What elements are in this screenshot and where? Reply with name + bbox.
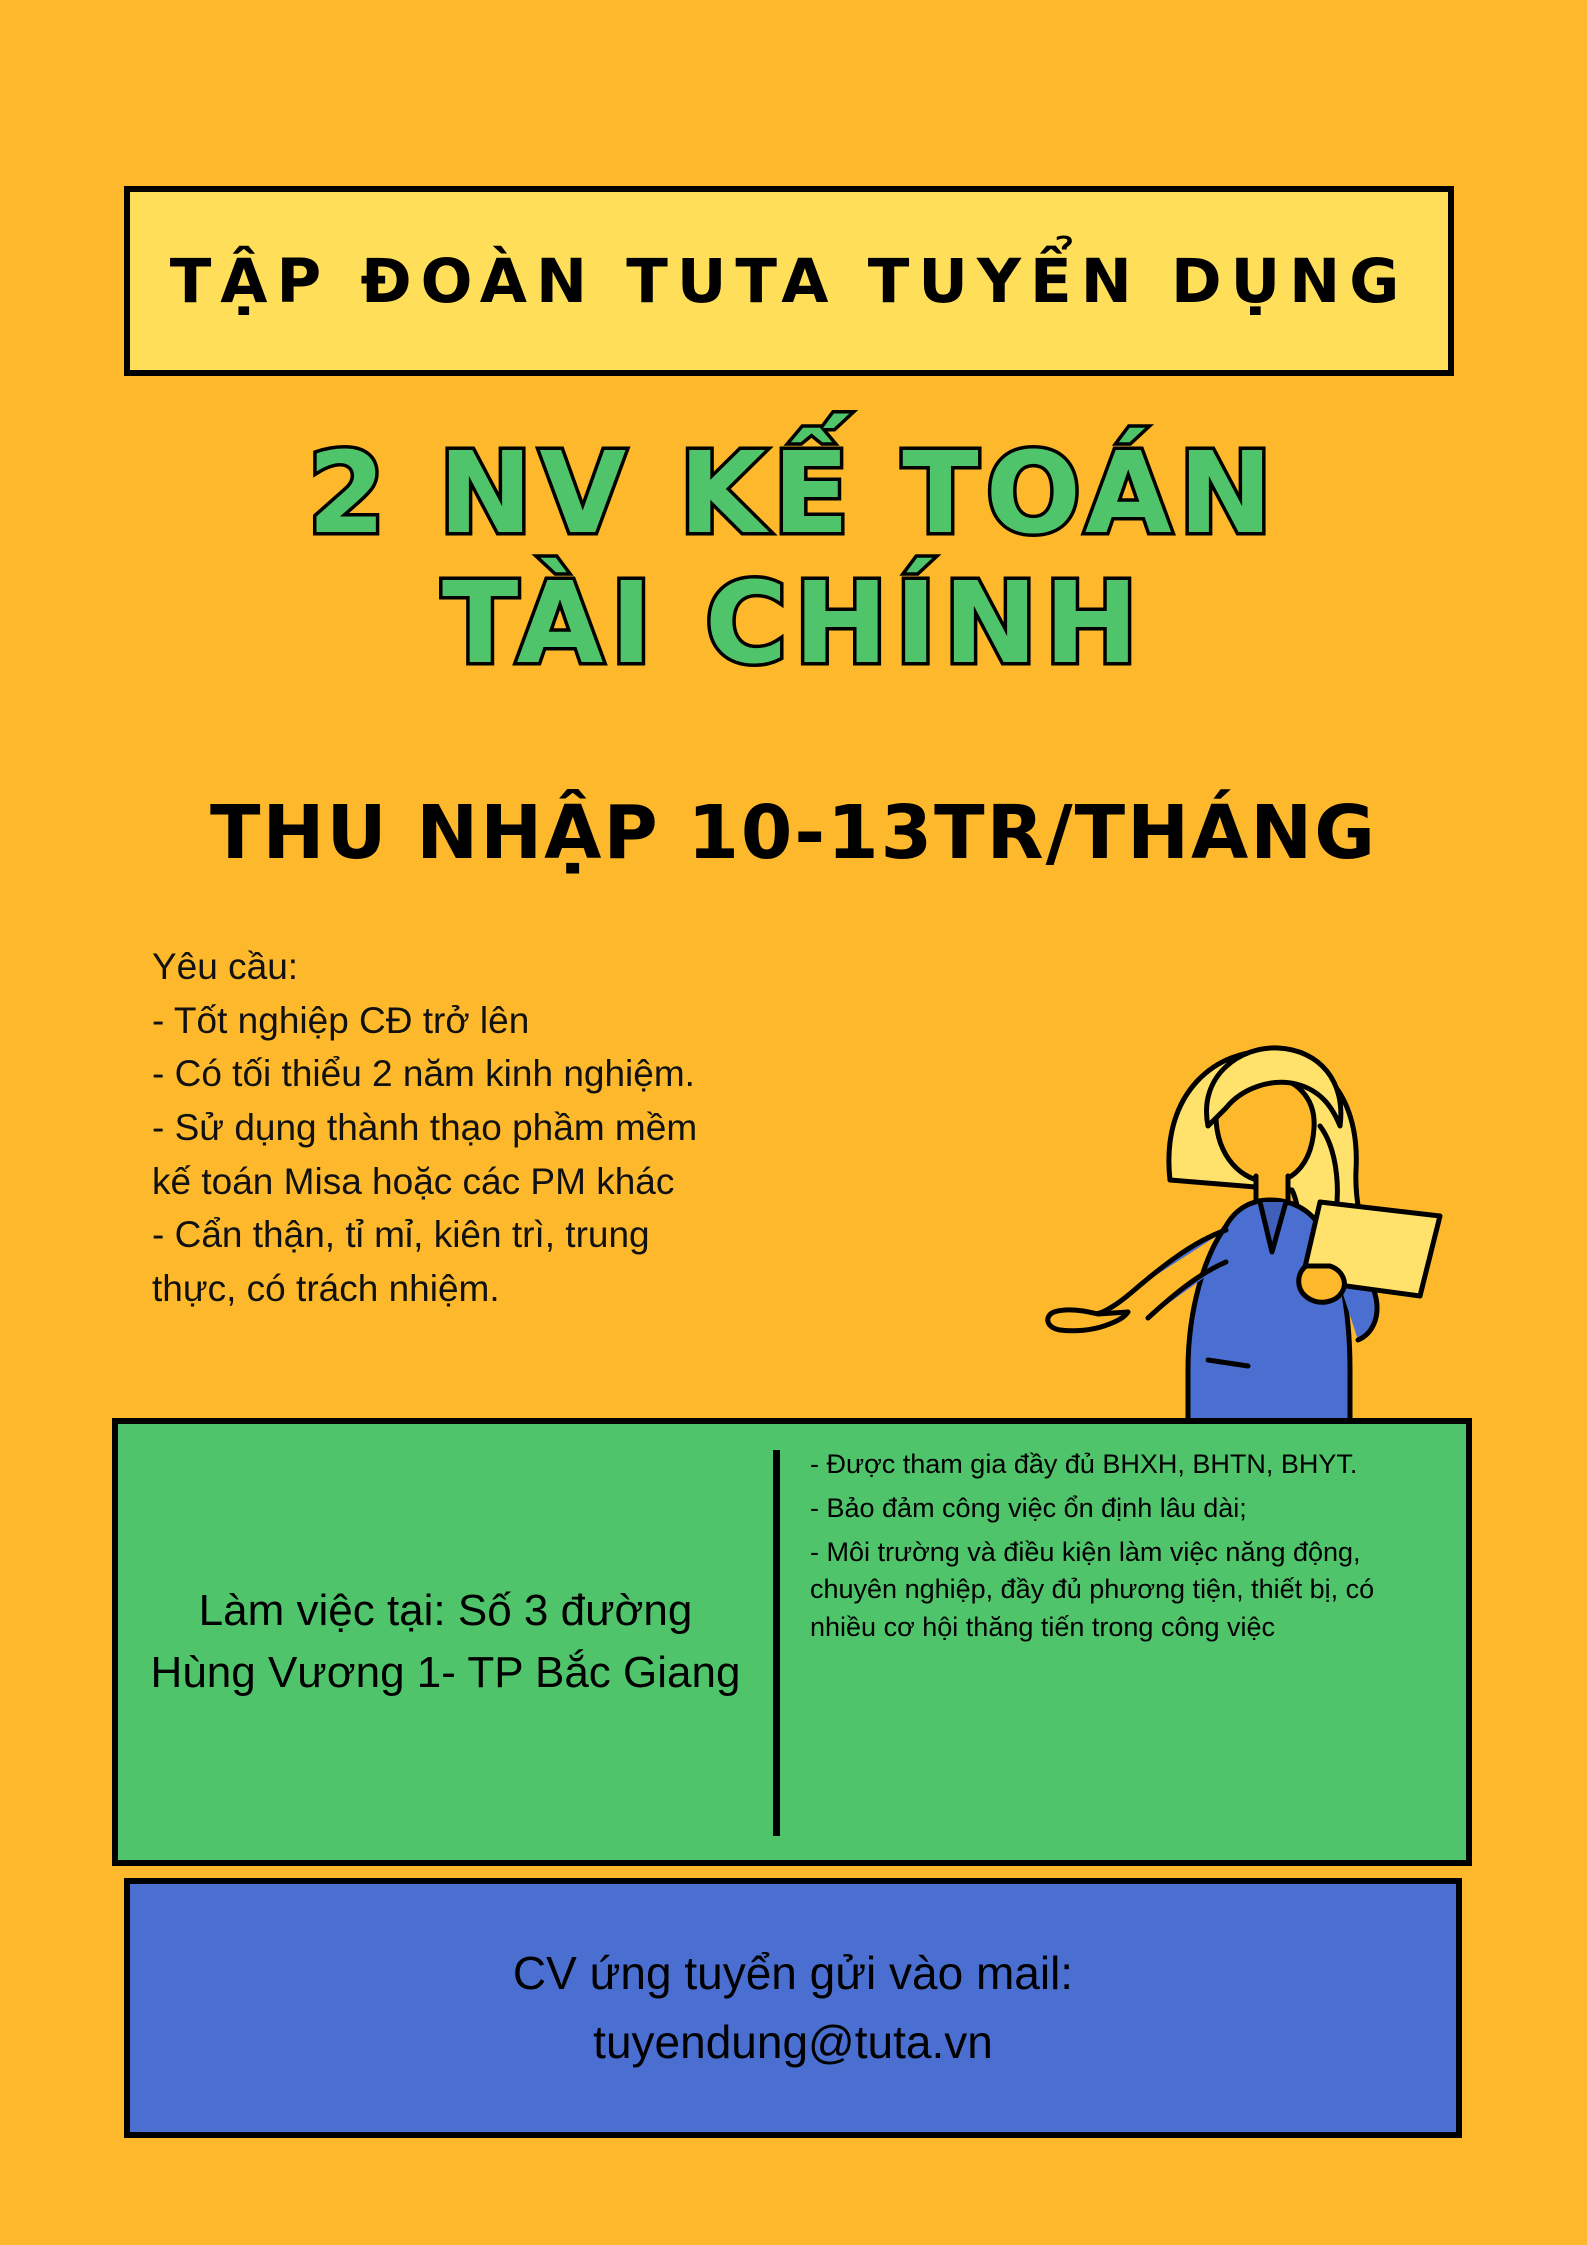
- contact-box: [124, 1878, 1462, 2138]
- requirements-heading: Yêu cầu:: [152, 946, 299, 987]
- benefits-block: [780, 1424, 1466, 1860]
- company-title: TẬP ĐOÀN TUTA TUYỂN DỤNG: [169, 245, 1409, 317]
- requirement-item: - Cẩn thận, tỉ mỉ, kiên trì, trung: [152, 1214, 650, 1256]
- header-banner: [124, 186, 1454, 376]
- requirement-item: - Có tối thiểu 2 năm kinh nghiệm.: [152, 1053, 695, 1095]
- benefit-item: - Được tham gia đầy đủ BHXH, BHTN, BHYT.: [810, 1449, 1358, 1479]
- requirement-item: thực, có trách nhiệm.: [152, 1267, 500, 1309]
- benefit-item: - Môi trường và điều kiện làm việc năng động, chuyên nghiệp, đầy đủ phương tiện, thiết bị, có nhiều cơ hội thăng tiến trong công việc: [810, 1536, 1375, 1643]
- headline-line-1: 2 NV KẾ TOÁN: [307, 429, 1280, 559]
- vertical-divider: [773, 1450, 780, 1836]
- woman-presenting-illustration: [1020, 1030, 1490, 1450]
- requirements-block: [152, 940, 912, 1315]
- job-headline: [0, 429, 1587, 689]
- mail-address[interactable]: tuyendung@tuta.vn: [593, 2016, 993, 2068]
- mail-label: CV ứng tuyển gửi vào mail:: [512, 1947, 1074, 1999]
- work-location-text: Làm việc tại: Số 3 đường Hùng Vương 1- TP Bắc Giang: [150, 1585, 741, 1697]
- requirement-item: kế toán Misa hoặc các PM khác: [152, 1160, 675, 1202]
- requirement-item: - Sử dụng thành thạo phầm mềm: [152, 1106, 698, 1148]
- salary-text: THU NHẬP 10-13TR/THÁNG: [210, 790, 1377, 876]
- green-info-box: [112, 1418, 1472, 1866]
- requirement-item: - Tốt nghiệp CĐ trở lên: [152, 999, 530, 1041]
- benefit-item: - Bảo đảm công việc ổn định lâu dài;: [810, 1492, 1247, 1523]
- headline-line-2: TÀI CHÍNH: [441, 559, 1146, 689]
- location-block: [118, 1424, 773, 1860]
